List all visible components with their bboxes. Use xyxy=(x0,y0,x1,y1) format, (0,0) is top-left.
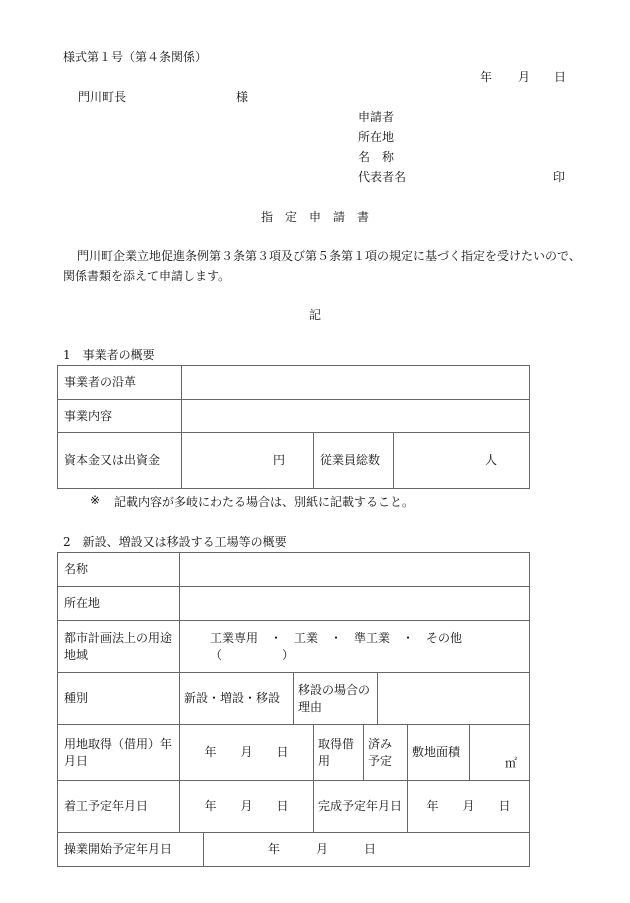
document-title: 指 定 申 請 書 xyxy=(260,210,369,224)
body-text-line-1: 門川町企業立地促進条例第３条第３項及び第５条第１項の規定に基づく指定を受けたいので、 xyxy=(77,249,581,263)
operation-table xyxy=(57,832,530,867)
facility-table-top xyxy=(57,552,530,673)
facility-name-label: 名称 xyxy=(58,553,180,587)
body-text-line-2: 関係書類を添えて申請します。 xyxy=(63,269,231,283)
applicant-address-label: 所在地 xyxy=(358,130,395,144)
type-options[interactable]: 新設・増設・移設 xyxy=(180,673,294,725)
business-field[interactable] xyxy=(182,400,530,433)
start-date-label: 着工予定年月日 xyxy=(58,781,180,833)
relocation-reason-field[interactable] xyxy=(378,673,530,725)
employees-field[interactable] xyxy=(394,433,530,489)
section1-heading: 1 事業者の概要 xyxy=(63,348,155,362)
ki-heading: 記 xyxy=(308,308,321,322)
land-acquisition-table xyxy=(57,724,530,781)
facility-location-field[interactable] xyxy=(180,587,530,621)
history-label: 事業者の沿革 xyxy=(58,366,182,400)
history-field[interactable] xyxy=(182,366,530,400)
operation-date-label: 操業開始予定年月日 xyxy=(58,833,204,867)
person-unit: 人 xyxy=(485,453,498,467)
applicant-name-label: 名 称 xyxy=(358,150,395,164)
acquisition-label: 取得借用 xyxy=(314,725,364,781)
facility-location-label: 所在地 xyxy=(58,587,180,621)
date-month: 月 xyxy=(518,70,531,84)
facility-type-table xyxy=(57,672,530,725)
capital-field[interactable] xyxy=(182,433,314,489)
date-day: 日 xyxy=(554,70,567,84)
employees-label: 従業員総数 xyxy=(314,433,394,489)
site-area-field[interactable] xyxy=(470,725,530,781)
note-mark: ※ xyxy=(90,493,101,507)
section2-heading: 2 新設、増設又は移設する工場等の概要 xyxy=(63,535,287,549)
start-date-field[interactable]: 年 月 日 xyxy=(180,781,314,833)
note-text: 記載内容が多岐にわたる場合は、別紙に記載すること。 xyxy=(114,495,415,509)
addressee: 門川町長 xyxy=(78,90,127,104)
land-date-label: 用地取得（借用）年月日 xyxy=(58,725,180,781)
yen-unit: 円 xyxy=(272,453,285,467)
business-label: 事業内容 xyxy=(58,400,182,433)
facility-name-field[interactable] xyxy=(180,553,530,587)
relocation-reason-label: 移設の場合の理由 xyxy=(294,673,378,725)
square-meter-unit: ㎡ xyxy=(504,756,517,770)
site-area-label: 敷地面積 xyxy=(408,725,470,781)
zone-label: 都市計画法上の用途地域 xyxy=(58,621,180,673)
completion-date-field[interactable]: 年 月 日 xyxy=(408,781,530,833)
completion-date-label: 完成予定年月日 xyxy=(314,781,408,833)
status-label: 済み予定 xyxy=(364,725,408,781)
business-overview-table xyxy=(57,365,530,489)
form-number: 様式第１号（第４条関係） xyxy=(63,50,208,64)
applicant-label: 申請者 xyxy=(358,110,395,124)
capital-label: 資本金又は出資金 xyxy=(58,433,182,489)
applicant-representative-label: 代表者名 xyxy=(358,170,407,184)
operation-date-field[interactable]: 年 月 日 xyxy=(204,833,530,867)
type-label: 種別 xyxy=(58,673,180,725)
seal-mark: 印 xyxy=(553,170,566,184)
honorific: 様 xyxy=(236,90,249,104)
land-date-field[interactable]: 年 月 日 xyxy=(180,725,314,781)
date-year: 年 xyxy=(480,70,493,84)
construction-table xyxy=(57,780,530,833)
zone-options[interactable]: 工業専用 ・ 工業 ・ 準工業 ・ その他（ ） xyxy=(180,621,530,673)
